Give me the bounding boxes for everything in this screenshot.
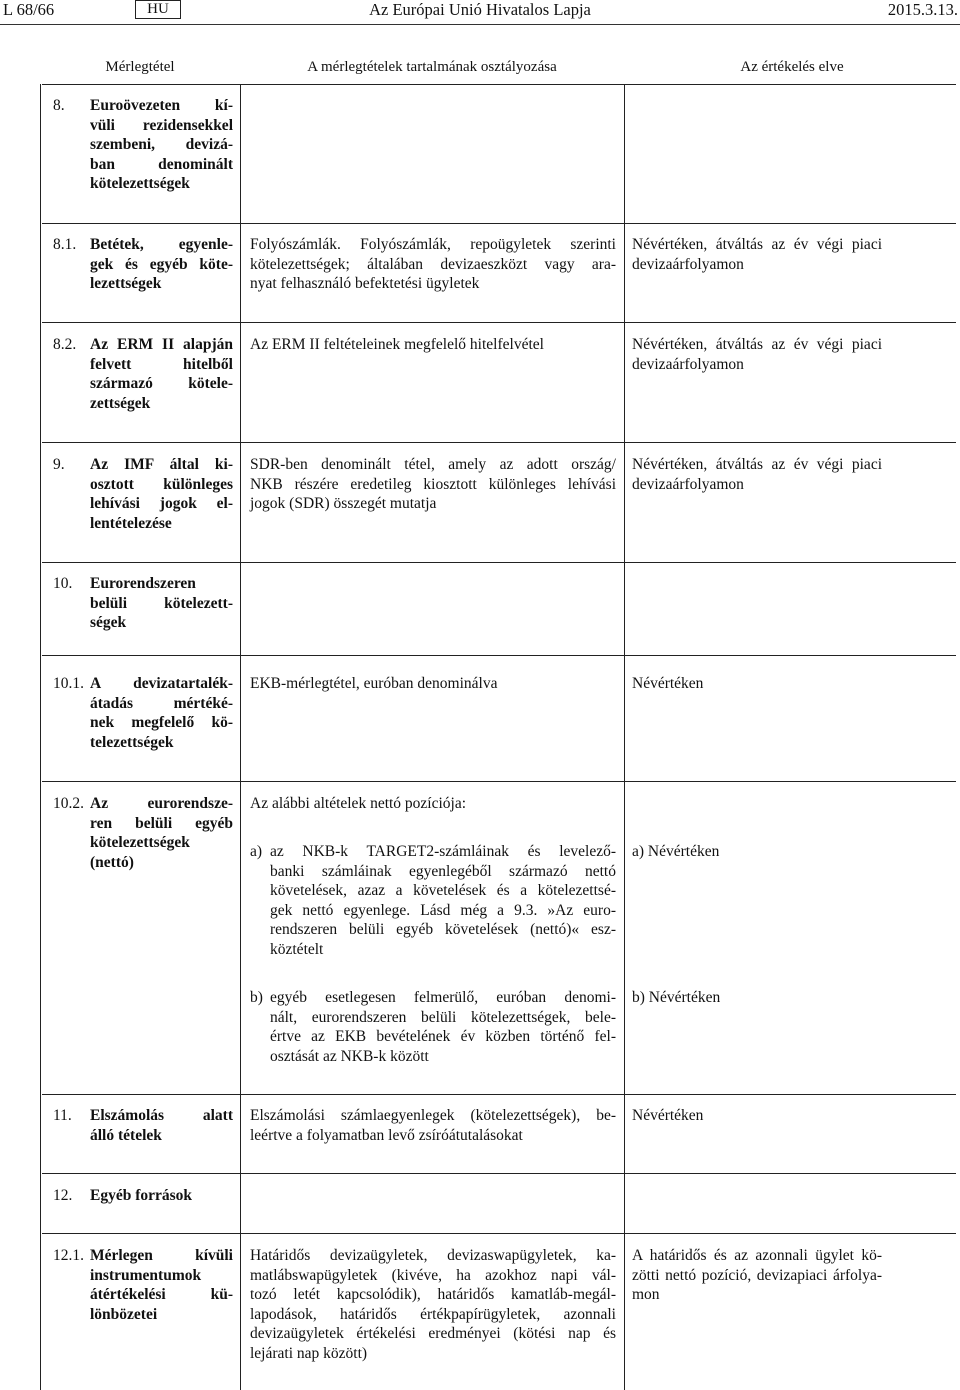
classification-line: devizaügyletek értékelési eredményei (kötési nap és: [250, 1325, 616, 1342]
journal-title: Az Európai Unió Hivatalos Lapja: [369, 0, 591, 19]
item-number: 8.: [53, 97, 65, 114]
valuation-line: Névértéken, átváltás az év végi piaci: [632, 456, 882, 473]
item-number: 11.: [53, 1107, 72, 1124]
row-divider: [42, 655, 956, 656]
column-header-classification: A mérlegtételek tartalmának osztályozása: [307, 59, 557, 75]
item-number: 10.2.: [53, 795, 84, 812]
sub-item-valuation: a) Névértéken: [632, 843, 720, 860]
item-classification: [250, 455, 616, 514]
sub-item-line: az NKB-k TARGET2-számláinak és levelező-: [270, 843, 616, 860]
item-title-line: ségek: [90, 614, 127, 631]
classification-line: EKB-mérlegtétel, euróban denominálva: [250, 675, 498, 692]
journal-header: [0, 0, 960, 26]
sub-item-line: banki számláinak egyenlegéből származó nettó: [270, 862, 616, 880]
item-title: [90, 794, 233, 872]
item-title-line: Mérlegen kívüli: [90, 1247, 233, 1264]
item-title-line: átadás mértéké-: [90, 694, 233, 712]
item-title-line: Az ERM II alapján: [90, 336, 233, 353]
sub-item-line: osztását az NKB-k között: [270, 1047, 429, 1065]
table-header-divider: [42, 84, 956, 85]
item-title: [90, 1246, 233, 1324]
row-divider: [42, 1233, 956, 1234]
page-reference: L 68/66: [3, 0, 55, 19]
item-title: [90, 96, 233, 194]
item-title: [90, 1186, 233, 1206]
classification-line: jogok (SDR) összegét mutatja: [250, 495, 437, 512]
item-valuation: [632, 335, 882, 374]
item-number: 8.1.: [53, 236, 77, 253]
item-title-line: (nettó): [90, 853, 134, 871]
row-divider: [42, 322, 956, 323]
item-classification: [250, 335, 616, 355]
item-title-line: lehívási jogok el-: [90, 495, 233, 512]
valuation-line: Névértéken, átváltás az év végi piaci: [632, 236, 882, 253]
sub-item-label: a): [250, 843, 263, 860]
item-title-line: lezettségek: [90, 275, 162, 292]
item-title-line: A devizatartalék-: [90, 675, 233, 692]
item-title-line: származó kötele-: [90, 375, 233, 392]
classification-line: leértve a folyamatban levő zsíróátutalásokat: [250, 1126, 523, 1144]
classification-line: Az alábbi altételek nettó pozíciója:: [250, 795, 467, 812]
item-title-line: ren belüli egyéb: [90, 814, 233, 832]
item-title: [90, 574, 233, 633]
row-divider: [42, 562, 956, 563]
item-title-line: Elszámolás alatt: [90, 1107, 233, 1124]
item-classification: [250, 674, 616, 694]
item-title: [90, 1106, 233, 1145]
item-title-line: lentételezése: [90, 514, 172, 532]
item-title-line: osztott különleges: [90, 475, 233, 493]
item-title-line: átértékelési kü-: [90, 1286, 233, 1303]
item-title: [90, 455, 233, 533]
sub-item-line: értve az EKB bevételének év közben történő fel-: [270, 1028, 616, 1045]
classification-line: NKB részére eredetileg kiosztott különleges lehívási: [250, 475, 616, 493]
item-title-line: zettségek: [90, 394, 151, 412]
sub-item-line: egyéb esetlegesen felmerülő, euróban denomi-: [270, 989, 616, 1006]
classification-line: tozó letét kapcsolódik), határidős kamatláb-megál-: [250, 1286, 616, 1303]
valuation-line: devizaárfolyamon: [632, 475, 744, 493]
item-valuation: [632, 235, 882, 274]
header-divider: [0, 24, 960, 25]
sub-item-text: [270, 842, 616, 959]
item-title-line: nek megfelelő kö-: [90, 714, 233, 731]
valuation-line: zötti nettó pozíció, devizapiaci árfolya-: [632, 1266, 882, 1284]
item-classification: [250, 1246, 616, 1363]
item-title-line: álló tételek: [90, 1126, 162, 1144]
classification-line: Az ERM II feltételeinek megfelelő hitelfelvétel: [250, 336, 544, 353]
item-valuation: [632, 455, 882, 494]
item-title: [90, 674, 233, 752]
valuation-line: Névértéken: [632, 675, 704, 692]
sub-item-text: [270, 988, 616, 1066]
row-divider: [42, 223, 956, 224]
sub-item-line: nált, eurorendszeren belüli kötelezettségek, bele-: [270, 1008, 616, 1026]
publication-date: 2015.3.13.: [887, 0, 958, 19]
valuation-line: Névértéken, átváltás az év végi piaci: [632, 336, 882, 353]
valuation-line: devizaárfolyamon: [632, 255, 744, 273]
classification-line: SDR-ben denominált tétel, amely az adott ország/: [250, 456, 616, 473]
sub-item-label: b): [250, 989, 263, 1006]
classification-line: nyat felhasználó befektetési ügyletek: [250, 275, 480, 292]
item-title-line: felvett hitelből: [90, 355, 233, 373]
item-title: [90, 235, 233, 294]
item-number: 10.: [53, 575, 73, 592]
sub-item-valuation: b) Névértéken: [632, 989, 721, 1006]
item-title-line: Az eurorendsze-: [90, 795, 233, 812]
sub-item-line: gek nettó egyenlege. Lásd még a 9.3. »Az euro-: [270, 901, 616, 919]
row-divider: [42, 1173, 956, 1174]
item-classification: [250, 235, 616, 294]
item-title-line: telezettségek: [90, 733, 174, 751]
classification-line: lejárati nap között): [250, 1344, 368, 1362]
item-number: 8.2.: [53, 336, 77, 353]
item-title-line: szembeni, devizá-: [90, 136, 233, 153]
item-valuation: [632, 674, 882, 694]
item-title-line: ban denominált: [90, 155, 233, 173]
row-divider: [42, 781, 956, 782]
classification-line: Határidős devizaügyletek, devizaswapügyletek, ka-: [250, 1247, 616, 1264]
item-title: [90, 335, 233, 413]
sub-item-line: követelések, azaz a követelések és a kötelezettsé-: [270, 882, 616, 899]
item-title-line: vüli rezidensekkel: [90, 116, 233, 134]
item-title-line: Az IMF által ki-: [90, 456, 233, 473]
column-header-item: Mérlegtétel: [105, 59, 175, 75]
column-divider: [40, 84, 41, 1390]
valuation-line: A határidős és az azonnali ügylet kö-: [632, 1247, 882, 1264]
item-valuation: [632, 1246, 882, 1305]
classification-line: lapodások, határidős értékpapírügyletek, azonnali: [250, 1305, 616, 1323]
item-title-line: belüli kötelezett-: [90, 594, 233, 612]
item-number: 12.: [53, 1187, 73, 1204]
sub-item-line: köztételt: [270, 940, 324, 958]
classification-line: Folyószámlák. Folyószámlák, repoügyletek szerinti: [250, 236, 616, 253]
classification-line: kötelezettségek; általában devizaeszközt vagy ara-: [250, 255, 616, 273]
column-divider: [624, 84, 625, 1390]
item-title-line: Eurorendszeren: [90, 575, 196, 592]
item-title-line: lönbözetei: [90, 1305, 158, 1323]
valuation-line: Névértéken: [632, 1107, 704, 1124]
valuation-line: mon: [632, 1286, 660, 1303]
item-title-line: Egyéb források: [90, 1187, 193, 1204]
item-classification: [250, 1106, 616, 1145]
column-divider: [240, 84, 241, 1390]
classification-line: matlábswapügyletek (kivéve, ha azokhoz napi vál-: [250, 1266, 616, 1284]
valuation-line: devizaárfolyamon: [632, 355, 744, 373]
row-divider: [42, 442, 956, 443]
item-title-line: Euroövezeten kí-: [90, 97, 233, 114]
item-title-line: Betétek, egyenle-: [90, 236, 233, 253]
item-number: 12.1.: [53, 1247, 84, 1264]
language-code-box: HU: [135, 0, 181, 19]
item-number: 10.1.: [53, 675, 84, 692]
item-classification: [250, 794, 616, 814]
item-valuation: [632, 1106, 882, 1126]
item-number: 9.: [53, 456, 65, 473]
row-divider: [42, 1094, 956, 1095]
column-header-valuation: Az értékelés elve: [740, 59, 844, 75]
item-title-line: gek és egyéb köte-: [90, 255, 233, 273]
item-title-line: kötelezettségek: [90, 834, 190, 851]
item-title-line: instrumentumok: [90, 1266, 202, 1284]
item-title-line: kötelezettségek: [90, 175, 190, 192]
classification-line: Elszámolási számlaegyenlegek (kötelezettségek), be-: [250, 1107, 616, 1124]
sub-item-line: rendszeren belüli egyéb követelések (nettó)« esz-: [270, 921, 616, 938]
